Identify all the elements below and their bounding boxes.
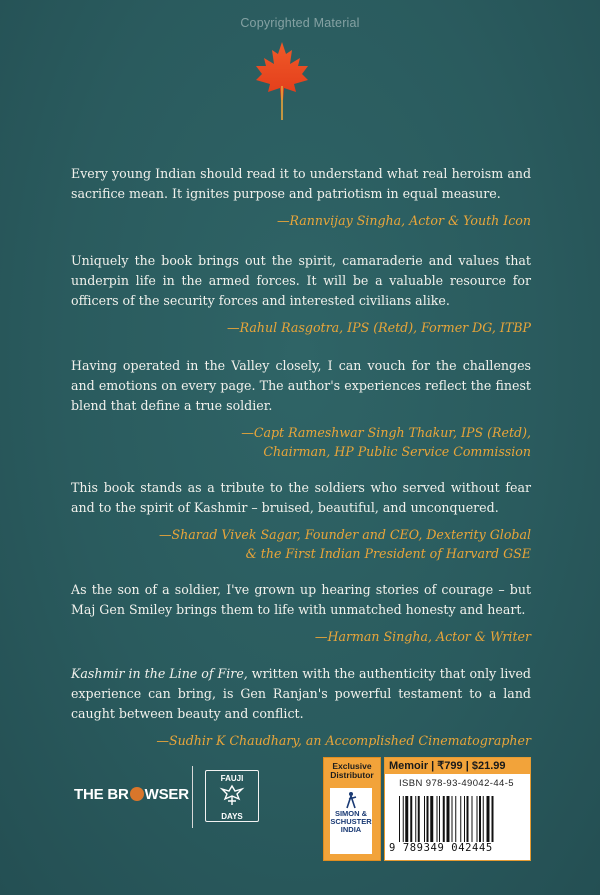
quote-text: Uniquely the book brings out the spirit, camaraderie and values that underpin life in the armed forces. It will be a valuable resource for officers of the security forces and interested civilians alike. <box>71 253 531 308</box>
barcode-icon <box>399 796 517 842</box>
maple-leaf-icon <box>252 40 312 122</box>
quote-text: As the son of a soldier, I've grown up hearing stories of courage – but Maj Gen Smiley brings them to life with unmatched honesty and heart. <box>71 582 531 617</box>
quote-text: Kashmir in the Line of Fire, written with the authenticity that only lived experience can bring, is Gen Ranjan's powerful testament to a land caught between beauty and conflict. <box>71 666 531 721</box>
quote-attribution: —Harman Singha, Actor & Writer <box>314 629 531 644</box>
quote-attribution: —Capt Rameshwar Singh Thakur, IPS (Retd), Chairman, HP Public Service Commission <box>241 425 531 459</box>
quote-1 <box>71 164 531 230</box>
quote-3 <box>71 356 531 461</box>
book-title: Kashmir in the Line of Fire, <box>71 666 248 681</box>
quote-text: This book stands as a tribute to the soldiers who served without fear and to the spirit of Kashmir – bruised, beautiful, and unconquered. <box>71 480 531 515</box>
soldier-emblem-icon <box>219 783 245 807</box>
price-label: Memoir | ₹799 | $21.99 <box>385 758 530 774</box>
quote-attribution: —Rahul Rasgotra, IPS (Retd), Former DG, ITBP <box>227 320 531 335</box>
sower-icon <box>343 791 359 809</box>
distributor-badge: Exclusive Distributor SIMON & SCHUSTER INDIA <box>323 757 381 861</box>
simon-schuster-logo: SIMON & SCHUSTER INDIA <box>330 788 372 854</box>
the-browser-logo: THE BR WSER <box>74 786 189 803</box>
quote-5 <box>71 580 531 646</box>
fauji-days-logo: FAUJI DAYS <box>205 770 259 822</box>
quote-text: Every young Indian should read it to understand what real heroism and sacrifice mean. It ignites purpose and patriotism in equal measure. <box>71 166 531 201</box>
browser-logo-mark-icon <box>130 787 144 801</box>
barcode-number: 9 789349 042445 <box>389 842 493 854</box>
isbn-text: ISBN 978-93-49042-44-5 <box>399 778 514 789</box>
quote-attribution: —Sharad Vivek Sagar, Founder and CEO, Dexterity Global & the First Indian President of Harvard GSE <box>158 527 531 561</box>
publisher-logos <box>74 766 284 828</box>
logo-divider <box>192 766 193 828</box>
quote-attribution: —Rannvijay Singha, Actor & Youth Icon <box>276 213 531 228</box>
quote-2 <box>71 251 531 337</box>
quote-text: Having operated in the Valley closely, I can vouch for the challenges and emotions on every page. The author's experiences reflect the finest blend that define a true soldier. <box>71 358 531 413</box>
quote-attribution: —Sudhir K Chaudhary, an Accomplished Cinematographer <box>156 733 531 748</box>
quote-6 <box>71 664 531 750</box>
quote-4 <box>71 478 531 563</box>
barcode-panel <box>384 757 531 861</box>
watermark: Copyrighted Material <box>240 16 360 30</box>
